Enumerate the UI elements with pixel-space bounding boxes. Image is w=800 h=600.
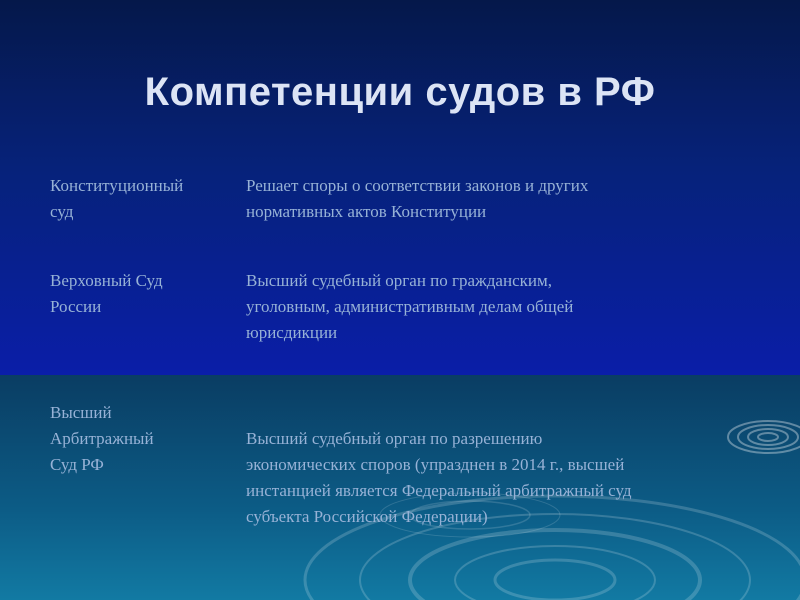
court-name-constitutional: Конституционный суд bbox=[50, 176, 184, 221]
court-name-supreme: Верховный Суд России bbox=[50, 271, 163, 316]
court-competence-arbitration: Высший судебный орган по разрешению экономических споров (упразднен в 2014 г., высшей инстанцией является Федеральный арбитражный суд субъекта Российской Федерации) bbox=[246, 429, 632, 526]
court-name-arbitration: Высший Арбитражный Суд РФ bbox=[50, 403, 154, 474]
court-competence-constitutional: Решает споры о соответствии законов и других нормативных актов Конституции bbox=[246, 176, 589, 221]
court-competence-supreme: Высший судебный орган по гражданским, уголовным, административным делам общей юрисдикции bbox=[246, 271, 574, 342]
slide-title: Компетенции судов в РФ bbox=[144, 70, 656, 114]
